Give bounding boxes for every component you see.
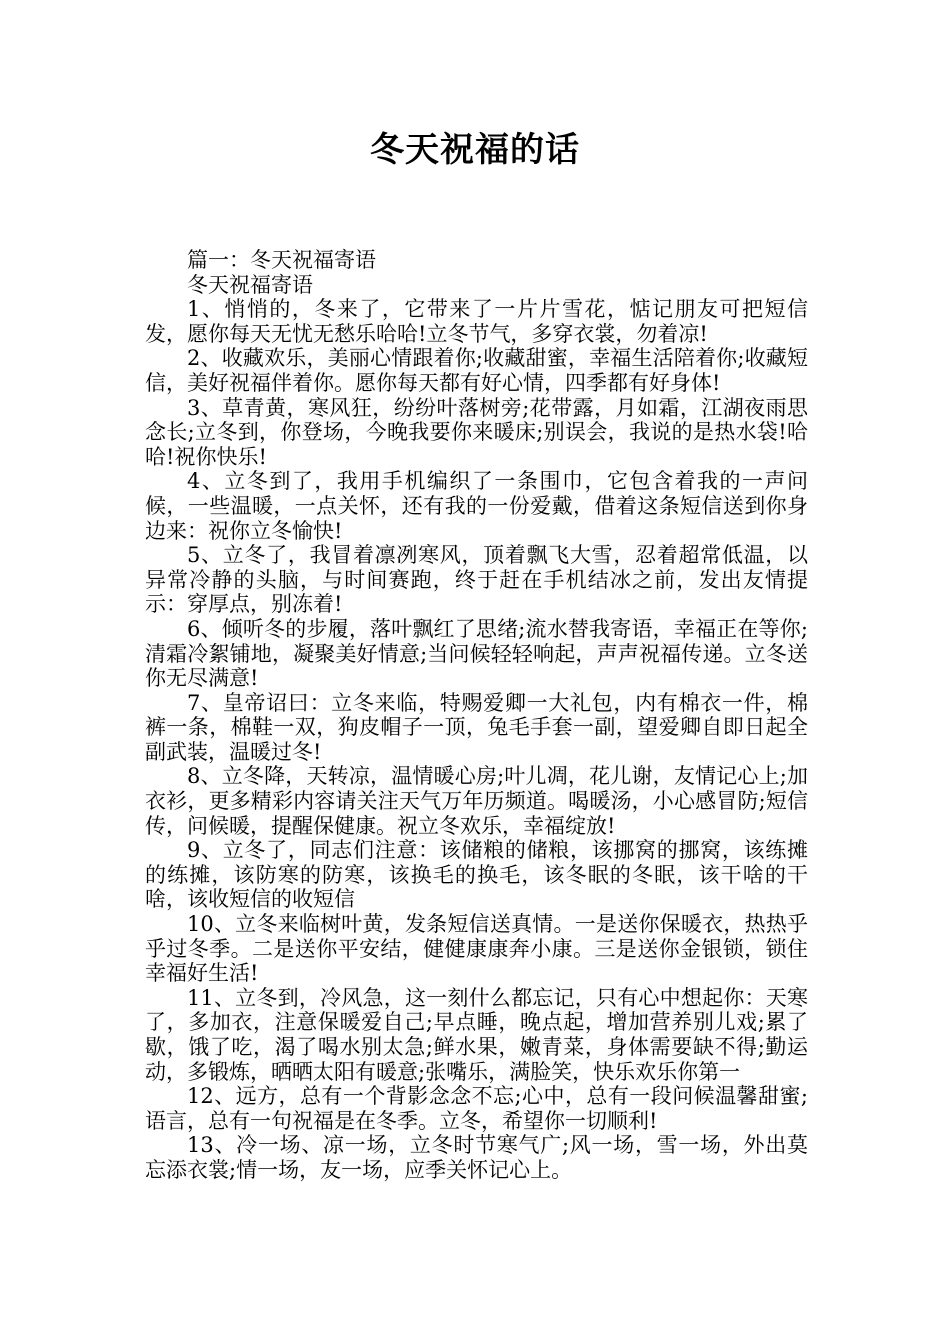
paragraph-8: 8、立冬降，天转凉，温情暖心房;叶儿凋，花儿谢，友情记心上;加衣衫，更多精彩内容请关注天气万年历频道。喝暖汤，小心感冒防;短信传，问候暖，提醒保健康。祝立冬欢乐，幸福绽放!	[145, 764, 808, 838]
document-title: 冬天祝福的话	[370, 130, 580, 170]
paragraph-2: 2、收藏欢乐，美丽心情跟着你;收藏甜蜜，幸福生活陪着你;收藏短信，美好祝福伴着你。愿你每天都有好心情，四季都有好身体!	[145, 346, 808, 395]
paragraph-10: 10、立冬来临树叶黄，发条短信送真情。一是送你保暖衣，热热乎乎过冬季。二是送你平安结，健健康康奔小康。三是送你金银锁，锁住幸福好生活!	[145, 912, 808, 986]
paragraph-7: 7、皇帝诏曰：立冬来临，特赐爱卿一大礼包，内有棉衣一件，棉裤一条，棉鞋一双，狗皮帽子一顶，兔毛手套一副，望爱卿自即日起全副武装，温暖过冬!	[145, 690, 808, 764]
paragraph-12: 12、远方，总有一个背影念念不忘;心中，总有一段问候温馨甜蜜;语言，总有一句祝福是在冬季。立冬，希望你一切顺利!	[145, 1084, 808, 1133]
paragraph-1: 1、悄悄的，冬来了，它带来了一片片雪花，惦记朋友可把短信发，愿你每天无忧无愁乐哈哈!立冬节气，多穿衣裳，勿着凉!	[145, 297, 808, 346]
section-heading: 篇一：冬天祝福寄语	[187, 248, 376, 272]
paragraph-13: 13、冷一场、凉一场，立冬时节寒气广;风一场，雪一场，外出莫忘添衣裳;情一场，友一场，应季关怀记心上。	[145, 1133, 808, 1182]
subheading: 冬天祝福寄语	[187, 272, 313, 297]
document-body	[145, 248, 808, 1183]
paragraph-3: 3、草青黄，寒风狂，纷纷叶落树旁;花带露，月如霜，江湖夜雨思念长;立冬到，你登场，今晚我要你来暖床;别误会，我说的是热水袋!哈哈!祝你快乐!	[145, 395, 808, 469]
paragraph-11: 11、立冬到，冷风急，这一刻什么都忘记，只有心中想起你：天寒了，多加衣，注意保暖爱自己;早点睡，晚点起，增加营养别儿戏;累了歇，饿了吃，渴了喝水别太急;鲜水果，嫩青菜，身体需要缺不得;勤运动，多锻炼，晒晒太阳有暖意;张嘴乐，满脸笑，快乐欢乐你第一	[145, 985, 808, 1084]
paragraph-6: 6、倾听冬的步履，落叶飘红了思绪;流水替我寄语，幸福正在等你;清霜冷絮铺地，凝聚美好情意;当问候轻轻响起，声声祝福传递。立冬送你无尽满意!	[145, 616, 808, 691]
paragraph-4: 4、立冬到了，我用手机编织了一条围巾，它包含着我的一声问候，一些温暖，一点关怀，还有我的一份爱戴，借着这条短信送到你身边来：祝你立冬愉快!	[145, 469, 808, 543]
paragraph-9: 9、立冬了，同志们注意：该储粮的储粮，该挪窝的挪窝，该练摊的练摊，该防寒的防寒，该换毛的换毛，该冬眠的冬眠，该干啥的干啥，该收短信的收短信	[145, 838, 808, 912]
paragraph-5: 5、立冬了，我冒着凛冽寒风，顶着飘飞大雪，忍着超常低温，以异常冷静的头脑，与时间赛跑，终于赶在手机结冰之前，发出友情提示：穿厚点，别冻着!	[145, 543, 808, 617]
